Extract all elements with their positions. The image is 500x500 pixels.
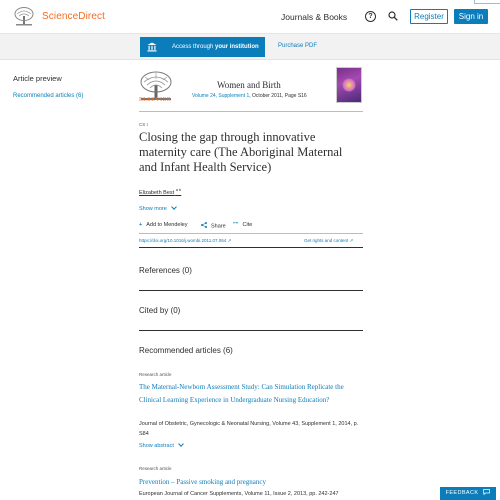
rec-article-type: Research article <box>139 466 172 471</box>
divider <box>139 330 363 331</box>
article-title: Closing the gap through innovative maternity care (The Aboriginal Maternal and Infant Health Service) <box>139 130 343 174</box>
journal-title[interactable]: Women and Birth <box>217 80 281 90</box>
rec-article-title[interactable]: Prevention – Passive smoking and pregnancy <box>139 478 266 486</box>
external-link-icon: ↗ <box>349 238 354 243</box>
share-icon <box>201 222 207 228</box>
show-more-button[interactable]: Show more <box>139 206 176 212</box>
rec-article-source: European Journal of Cancer Supplements, Volume 11, Issue 2, 2013, pp. 242-247 <box>139 491 339 497</box>
cover-art <box>342 78 356 92</box>
chevron-down-icon <box>178 441 184 447</box>
access-institution-button[interactable] <box>140 37 265 57</box>
journal-meta: Volume 24, Supplement 1, October 2011, Page S16 <box>192 93 307 99</box>
article-type: CS I <box>139 122 148 127</box>
cite-button[interactable]: ”” Cite <box>233 222 253 228</box>
feedback-button[interactable]: FEEDBACK <box>440 487 496 500</box>
rec-article-type: Research article <box>139 372 172 377</box>
chevron-down-icon <box>171 204 177 210</box>
sidebar-recommended-link[interactable]: Recommended articles (6) <box>13 93 84 99</box>
purchase-pdf-link[interactable]: Purchase PDF <box>278 43 318 49</box>
recommended-heading: Recommended articles (6) <box>139 346 233 355</box>
quote-icon: ”” <box>233 222 239 228</box>
share-button[interactable]: Share <box>201 222 226 230</box>
doi-link[interactable]: https://doi.org/10.1016/j.wombi.2011.07.064 ↗ <box>139 238 232 243</box>
sign-in-button[interactable]: Sign in <box>454 9 488 24</box>
divider <box>139 233 363 234</box>
question-circle-icon[interactable]: ? <box>365 11 376 22</box>
divider <box>139 290 363 291</box>
brand-name[interactable]: ScienceDirect <box>42 11 105 22</box>
institution-icon <box>147 42 157 52</box>
access-bar <box>0 34 500 60</box>
plus-icon: + <box>139 222 143 228</box>
register-button[interactable]: Register <box>410 9 448 24</box>
divider <box>139 247 363 248</box>
corner-decoration <box>474 0 500 4</box>
cited-by-heading: Cited by (0) <box>139 306 181 315</box>
access-label: Access through your institution <box>172 44 259 50</box>
divider <box>139 111 363 112</box>
rights-link[interactable]: Get rights and content ↗ <box>304 238 354 243</box>
journal-cover-image[interactable] <box>336 67 362 103</box>
elsevier-tree-logo-icon[interactable] <box>13 6 35 26</box>
rec-article-title[interactable]: The Maternal-Newborn Assessment Study: Can Simulation Replicate the Clinical Learning Experience in Undergraduate Nursing Education? <box>139 383 344 404</box>
show-abstract-button[interactable]: Show abstract <box>139 443 183 449</box>
sidebar-title: Article preview <box>13 74 62 83</box>
author-name[interactable]: Elizabeth Best $^{a b}$ <box>139 187 182 196</box>
add-to-mendeley-button[interactable]: + Add to Mendeley <box>139 222 188 228</box>
journal-volume-link[interactable]: Volume 24, Supplement 1 <box>192 93 250 99</box>
external-link-icon: ↗ <box>227 238 232 243</box>
search-icon[interactable] <box>388 11 398 21</box>
chat-bubble-icon <box>483 489 490 495</box>
journals-books-link[interactable]: Journals & Books <box>281 12 348 22</box>
references-heading: References (0) <box>139 266 192 275</box>
site-header <box>0 0 500 34</box>
publisher-name: ELSEVIER <box>139 97 172 103</box>
rec-article-source: Journal of Obstetric, Gynecologic & Neonatal Nursing, Volume 43, Supplement 1, 2014, p. S84 <box>139 421 359 437</box>
